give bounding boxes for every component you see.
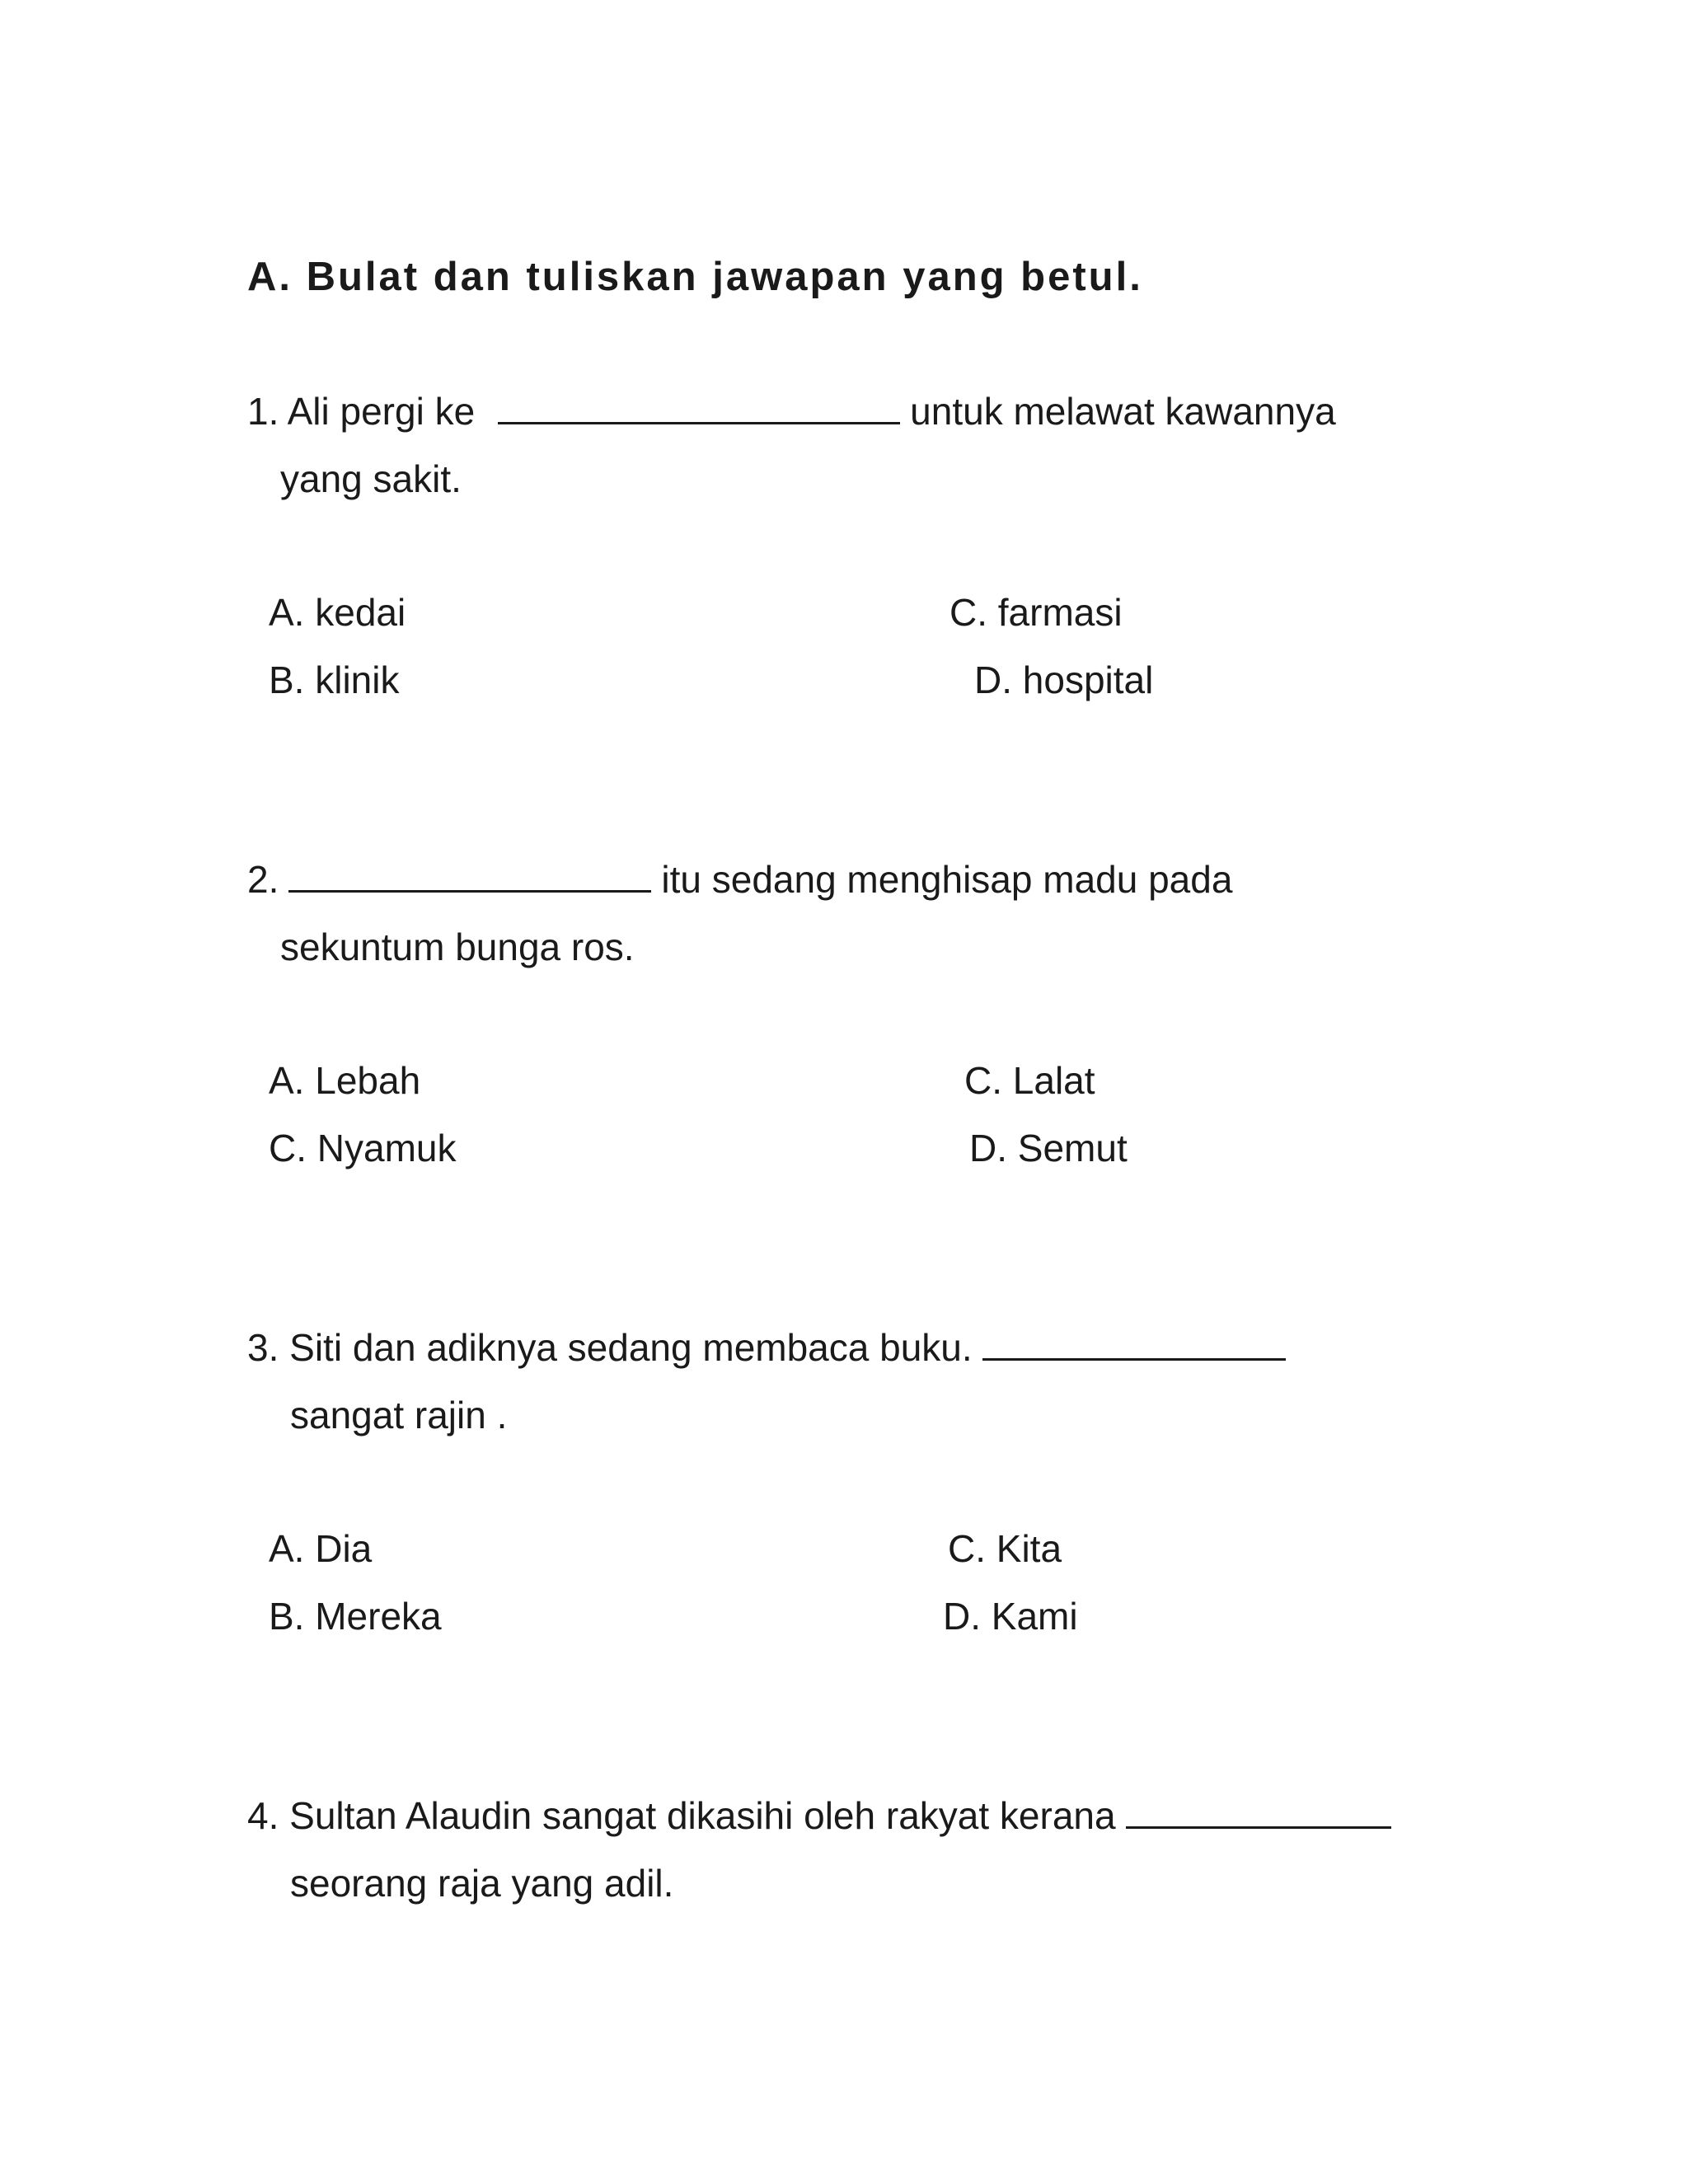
question-2-stem-end: itu sedang menghisap madu pada [661,858,1233,901]
question-4-answer-blank [1126,1797,1391,1829]
question-1-stem-end: untuk melawat kawannya [910,390,1336,433]
question-3-line-1 [247,1326,1296,1369]
question-2-number: 2. [247,858,279,901]
question-2-option-d[interactable]: D. Semut [969,1127,1128,1169]
question-2-option-c[interactable]: C. Lalat [964,1059,1095,1102]
question-3-answer-blank [982,1329,1286,1361]
question-2-answer-blank [288,860,651,893]
question-2-option-b[interactable]: C. Nyamuk [269,1127,457,1169]
question-4-line-1 [247,1794,1401,1837]
question-1-line-1 [247,390,1336,433]
question-1-option-b[interactable]: B. klinik [269,658,400,701]
question-3-stem: 3. Siti dan adiknya sedang membaca buku. [247,1326,973,1369]
question-2-line-1 [247,858,1233,901]
question-1-option-c[interactable]: C. farmasi [950,591,1123,634]
question-3-line-2: sangat rajin . [290,1394,508,1436]
question-3-option-a[interactable]: A. Dia [269,1527,373,1570]
question-3-option-b[interactable]: B. Mereka [269,1595,442,1638]
question-1-line-2: yang sakit. [280,457,462,500]
question-3-option-d[interactable]: D. Kami [943,1595,1078,1638]
question-4-stem: 4. Sultan Alaudin sangat dikasihi oleh rakyat kerana [247,1794,1116,1837]
question-1-option-a[interactable]: A. kedai [269,591,406,634]
question-2-line-2: sekuntum bunga ros. [280,926,635,968]
question-1-stem: 1. Ali pergi ke [247,390,476,433]
question-1-option-d[interactable]: D. hospital [974,658,1154,701]
section-heading: A. Bulat dan tuliskan jawapan yang betul. [247,255,1143,299]
question-4-line-2: seorang raja yang adil. [290,1862,674,1905]
question-1-answer-blank [498,392,900,424]
question-3-option-c[interactable]: C. Kita [948,1527,1062,1570]
question-2-option-a[interactable]: A. Lebah [269,1059,421,1102]
